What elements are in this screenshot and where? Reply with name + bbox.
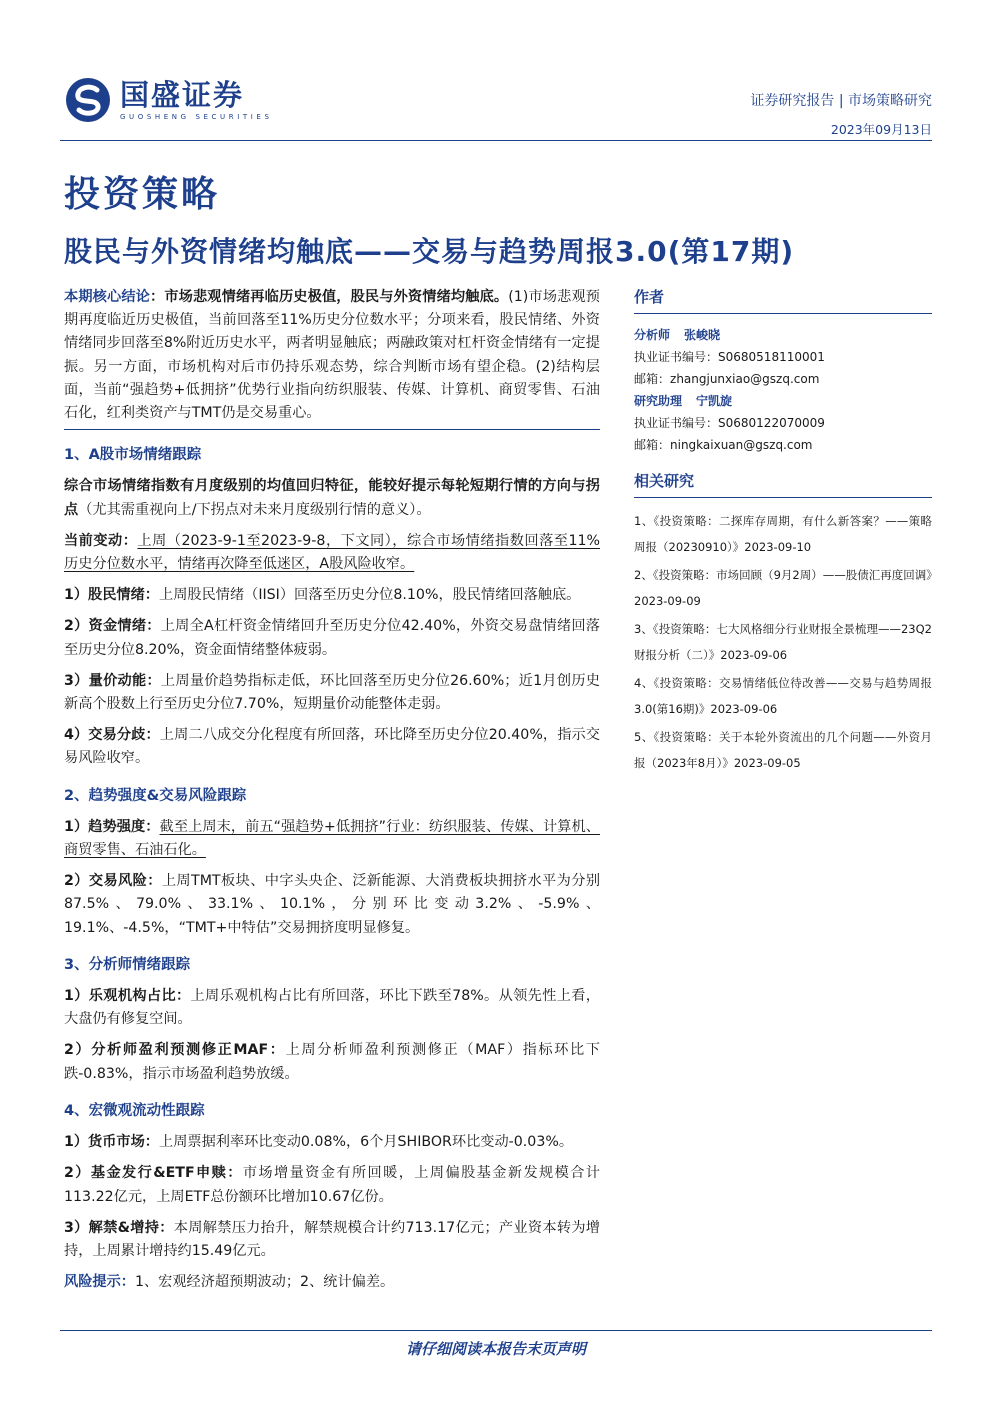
footer-disclaimer: 请仔细阅读本报告末页声明 bbox=[405, 1340, 586, 1358]
related-item[interactable]: 1、《投资策略：二探库存周期，有什么新答案？——策略周报（20230910）》2023-09-10 bbox=[634, 514, 932, 554]
section-paragraph bbox=[64, 1162, 600, 1208]
para-label: 当前变动： bbox=[64, 532, 138, 549]
author-block bbox=[634, 390, 932, 456]
related-heading: 相关研究 bbox=[634, 470, 932, 498]
para-label: 2）分析师盈利预测修正MAF： bbox=[64, 1042, 286, 1059]
related-item[interactable]: 5、《投资策略：关于本轮外资流出的几个问题——外资月报（2023年8月）》2023-09-05 bbox=[634, 730, 932, 770]
authors-heading: 作者 bbox=[634, 286, 932, 314]
header-divider bbox=[60, 140, 932, 141]
related-item[interactable]: 3、《投资策略：七大风格细分行业财报全景梳理——23Q2财报分析（二）》2023-09-06 bbox=[634, 622, 932, 662]
email-label: 邮箱： bbox=[634, 438, 671, 452]
para-text: 上周全A杠杆资金情绪回升至历史分位42.40%，外资交易盘情绪回落至历史分位8.20%，资金面情绪整体疲弱。 bbox=[64, 618, 600, 658]
para-label: 3）量价动能： bbox=[64, 672, 161, 689]
section-paragraph bbox=[64, 615, 600, 661]
footer-divider bbox=[60, 1330, 932, 1331]
cert-label: 执业证书编号： bbox=[634, 350, 719, 364]
core-conclusion bbox=[64, 286, 600, 430]
para-text: 上周分析师盈利预测修正（MAF）指标环比下跌-0.83%，指示市场盈利趋势放缓。 bbox=[64, 1042, 600, 1082]
report-meta bbox=[750, 90, 932, 138]
para-label: 综合市场情绪指数有月度级别的均值回归特征，能较好提示每轮短期行情的方向与拐点 bbox=[64, 478, 600, 518]
para-label: 1）趋势强度： bbox=[64, 818, 160, 835]
author-role: 分析师 bbox=[634, 328, 671, 342]
author-name: 张峻晓 bbox=[684, 328, 721, 342]
report-type: 证券研究报告 | 市场策略研究 bbox=[750, 93, 932, 109]
sidebar bbox=[634, 286, 932, 778]
para-label: 1）股民情绪： bbox=[64, 587, 159, 604]
risk-warning bbox=[64, 1271, 600, 1294]
brand-logo bbox=[64, 76, 273, 124]
related-item[interactable]: 2、《投资策略：市场回顾（9月2周）——股债汇再度回调》2023-09-09 bbox=[634, 568, 932, 608]
section-paragraph bbox=[64, 724, 600, 770]
email-label: 邮箱： bbox=[634, 372, 671, 386]
cert-number: S0680518110001 bbox=[718, 350, 825, 364]
para-label: 2）交易风险： bbox=[64, 873, 162, 890]
section-paragraph bbox=[64, 816, 600, 862]
para-label: 3）解禁&增持： bbox=[64, 1219, 174, 1236]
section-paragraph bbox=[64, 870, 600, 940]
para-text: 上周二八成交分化程度有所回落，环比降至历史分位20.40%，指示交易风险收窄。 bbox=[64, 727, 600, 767]
section-heading: 4、宏微观流动性跟踪 bbox=[64, 1102, 205, 1119]
cert-label: 执业证书编号： bbox=[634, 416, 719, 430]
risk-text: 1、宏观经济超预期波动；2、统计偏差。 bbox=[134, 1274, 395, 1291]
summary-body: (1)市场悲观预期再度临近历史极值，当前回落至11%历史分位数水平；分项来看，股民情绪、外资情绪同步回落至8%附近历史水平，两者明显触底；两融政策对杠杆资金情绪有一定提振。另一方面，市场机构对后市仍持乐观态势，综合判断市场有望企稳。(2)结构层面，当前“强趋势+低拥挤”优势行业指向纺织服装、传媒、计算机、商贸零售、石油石化，红利类资产与TMT仍是交易重心。 bbox=[64, 289, 600, 422]
main-column bbox=[64, 286, 600, 1302]
section-paragraph bbox=[64, 985, 600, 1031]
para-text: 市场增量资金有所回暖，上周偏股基金新发规模合计113.22亿元，上周ETF总份额环比增加10.67亿份。 bbox=[64, 1165, 600, 1205]
guosheng-logo-icon bbox=[64, 76, 112, 124]
section-paragraph bbox=[64, 1217, 600, 1263]
report-date: 2023年09月13日 bbox=[830, 122, 932, 137]
cert-number: S0680122070009 bbox=[718, 416, 825, 430]
related-item[interactable]: 4、《投资策略：交易情绪低位待改善——交易与趋势周报3.0(第16期)》2023-09-06 bbox=[634, 676, 932, 716]
author-role: 研究助理 bbox=[634, 394, 683, 408]
para-label: 2）基金发行&ETF申赎： bbox=[64, 1165, 243, 1182]
section-heading: 1、A股市场情绪跟踪 bbox=[64, 447, 202, 464]
brand-name-cn: 国盛证券 bbox=[120, 78, 245, 112]
para-text: 上周（2023-9-1至2023-9-8，下文同），综合市场情绪指数回落至11%历史分位数水平，情绪再次降至低迷区，A股风险收窄。 bbox=[64, 532, 600, 573]
section-heading: 2、趋势强度&交易风险跟踪 bbox=[64, 787, 247, 804]
section-paragraph bbox=[64, 1131, 600, 1154]
brand-name-en: GUOSHENG SECURITIES bbox=[120, 113, 273, 121]
para-text: （尤其需重视向上/下拐点对未来月度级别行情的意义）。 bbox=[78, 501, 431, 518]
author-email[interactable]: zhangjunxiao@gszq.com bbox=[670, 372, 820, 386]
summary-lead: 本期核心结论 bbox=[64, 289, 150, 305]
para-label: 1）货币市场： bbox=[64, 1134, 159, 1151]
section-paragraph bbox=[64, 1039, 600, 1085]
section-paragraph bbox=[64, 475, 600, 521]
para-text: 上周乐观机构占比有所回落，环比下跌至78%。从领先性上看，大盘仍有修复空间。 bbox=[64, 988, 600, 1028]
summary-headline: ：市场悲观情绪再临历史极值，股民与外资情绪均触底。 bbox=[149, 289, 509, 305]
para-text: 上周TMT板块、中字头央企、泛新能源、大消费板块拥挤水平为分别87.5%、79.0%、33.1%、10.1%，分别环比变动3.2%、-5.9%、19.1%、-4.5%，“TMT+中特估”交易拥挤度明显修复。 bbox=[64, 873, 601, 936]
section-heading: 3、分析师情绪跟踪 bbox=[64, 956, 191, 973]
author-email[interactable]: ningkaixuan@gszq.com bbox=[670, 438, 813, 452]
author-block bbox=[634, 324, 932, 390]
para-text: 上周股民情绪（IISI）回落至历史分位8.10%，股民情绪回落触底。 bbox=[159, 587, 581, 604]
para-text: 上周票据利率环比变动0.08%，6个月SHIBOR环比变动-0.03%。 bbox=[159, 1134, 574, 1151]
para-text: 本周解禁压力抬升，解禁规模合计约713.17亿元；产业资本转为增持，上周累计增持约15.49亿元。 bbox=[64, 1219, 600, 1259]
author-name: 宁凯旋 bbox=[696, 394, 733, 408]
section-paragraph bbox=[64, 530, 600, 576]
section-paragraph bbox=[64, 670, 600, 716]
para-text: 上周量价趋势指标走低，环比回落至历史分位26.60%；近1月创历史新高个股数上行至历史分位7.70%，短期量价动能整体走弱。 bbox=[64, 672, 600, 713]
report-title: 股民与外资情绪均触底——交易与趋势周报3.0(第17期) bbox=[64, 235, 795, 268]
para-text: 截至上周末，前五“强趋势+低拥挤”行业：纺织服装、传媒、计算机、商贸零售、石油石化。 bbox=[64, 818, 600, 859]
para-label: 2）资金情绪： bbox=[64, 618, 161, 635]
report-category: 投资策略 bbox=[64, 174, 221, 215]
risk-label: 风险提示： bbox=[64, 1274, 135, 1291]
para-label: 4）交易分歧： bbox=[64, 727, 160, 744]
section-paragraph bbox=[64, 584, 600, 607]
para-label: 1）乐观机构占比： bbox=[64, 988, 191, 1005]
